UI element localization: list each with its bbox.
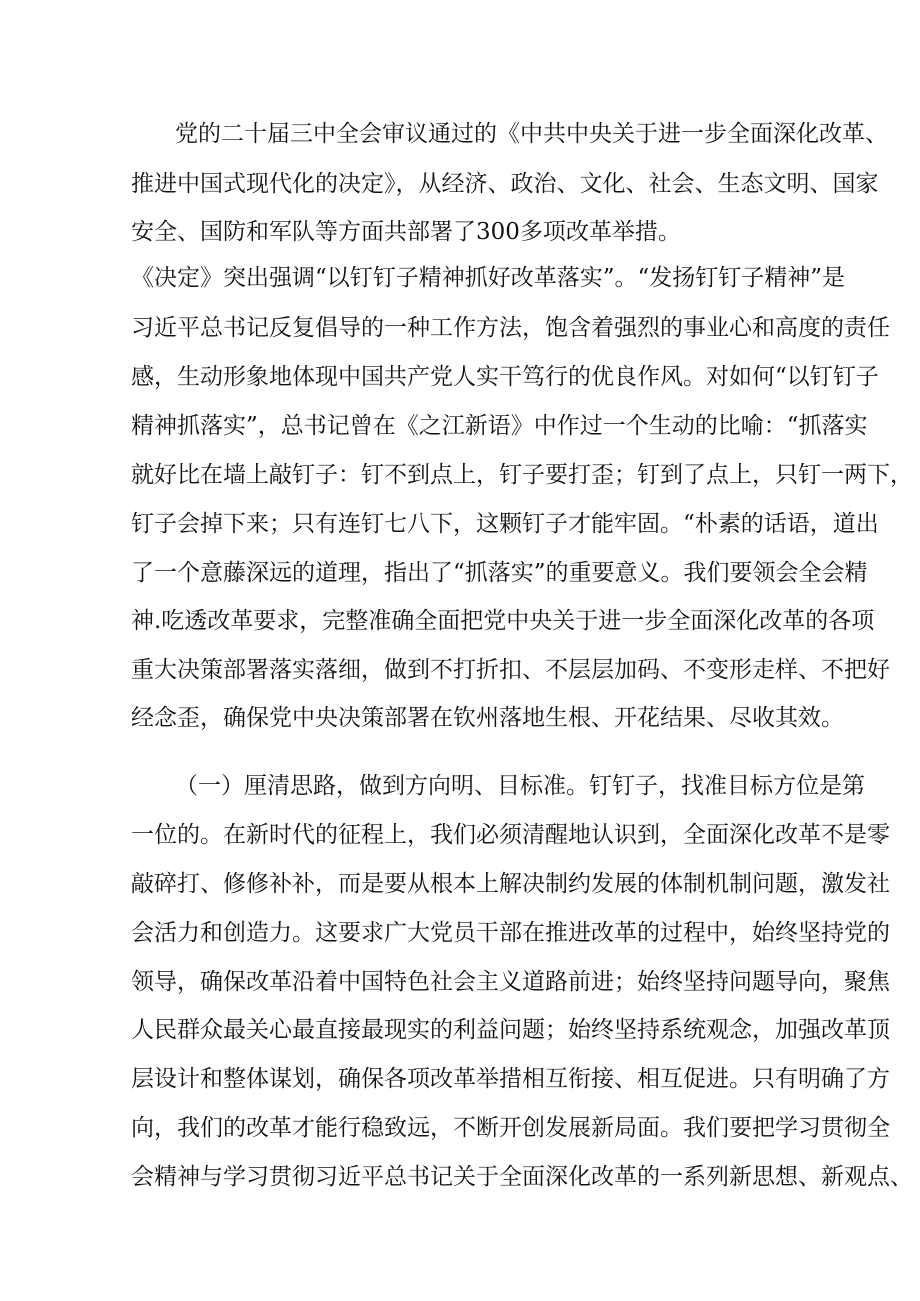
paragraph-2-line-3: 感，生动形象地体现中国共产党人实干笃行的优良作风。对如何“以钉钉子 <box>131 364 879 390</box>
paragraph-3-line-7: 层设计和整体谋划，确保各项改革举措相互衔接、相互促进。只有明确了方 <box>131 1066 890 1092</box>
paragraph-3-line-2: 一位的。在新时代的征程上，我们必须清醒地认识到，全面深化改革不是零 <box>131 822 890 848</box>
paragraph-2-line-9: 重大决策部署落实落细，做到不打折扣、不层层加码、不变形走样、不把好 <box>131 657 890 683</box>
paragraph-2-line-5: 就好比在墙上敲钉子：钉不到点上，钉子要打歪；钉到了点上，只钉一两下， <box>131 462 913 488</box>
paragraph-3-line-8: 向，我们的改革才能行稳致远，不断开创发展新局面。我们要把学习贯彻全 <box>131 1115 890 1141</box>
paragraph-2-line-10: 经念歪，确保党中央决策部署在钦州落地生根、开花结果、尽收其效。 <box>131 705 844 731</box>
paragraph-3-line-9: 会精神与学习贯彻习近平总书记关于全面深化改革的一系列新思想、新观点、 <box>131 1164 913 1190</box>
paragraph-2-line-8: 神.吃透改革要求，完整准确全面把党中央关于进一步全面深化改革的各项 <box>131 608 875 634</box>
paragraph-2-line-4: 精神抓落实”，总书记曾在《之江新语》中作过一个生动的比喻：“抓落实 <box>131 413 868 439</box>
paragraph-3-line-4: 会活力和创造力。这要求广大党员干部在推进改革的过程中，始终坚持党的 <box>131 920 890 946</box>
paragraph-2-line-6: 钉子会掉下来；只有连钉七八下，这颗钉子才能牢固。“朴素的话语，道出 <box>131 511 879 537</box>
paragraph-3-line-6: 人民群众最关心最直接最现实的利益问题；始终坚持系统观念，加强改革顶 <box>131 1017 890 1043</box>
paragraph-3-line-3: 敲碎打、修修补补，而是要从根本上解决制约发展的体制机制问题，激发社 <box>131 871 890 897</box>
paragraph-3-line-1: （一）厘清思路，做到方向明、目标准。钉钉子，找准目标方位是第 <box>175 773 865 799</box>
paragraph-1-line-2: 推进中国式现代化的决定》，从经济、政治、文化、社会、生态文明、国家 <box>131 171 879 197</box>
paragraph-3-line-5: 领导，确保改革沿着中国特色社会主义道路前进；始终坚持问题导向，聚焦 <box>131 969 890 995</box>
paragraph-2-line-1: 《决定》突出强调“以钉钉子精神抓好改革落实”。“发扬钉钉子精神”是 <box>131 265 846 291</box>
paragraph-2-line-2: 习近平总书记反复倡导的一种工作方法，饱含着强烈的事业心和高度的责任 <box>131 315 890 341</box>
paragraph-1-line-1: 党的二十届三中全会审议通过的《中共中央关于进一步全面深化改革、 <box>175 121 888 147</box>
paragraph-1-line-3: 安全、国防和军队等方面共部署了300多项改革举措。 <box>131 219 681 245</box>
paragraph-2-line-7: 了一个意藤深远的道理，指出了“抓落实”的重要意义。我们要领会全会精 <box>131 560 868 586</box>
